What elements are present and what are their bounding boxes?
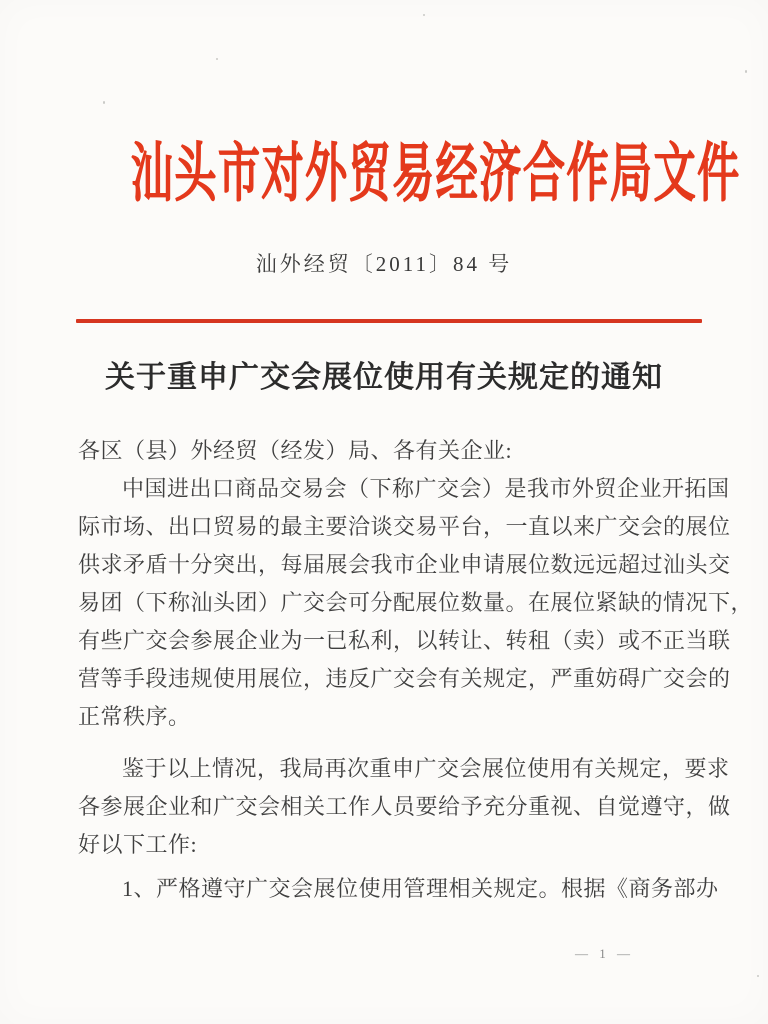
scan-speck <box>757 975 759 977</box>
body-line: 际市场、出口贸易的最主要洽谈交易平台，一直以来广交会的展位 <box>78 514 731 539</box>
body-line: 1、严格遵守广交会展位使用管理相关规定。根据《商务部办 <box>122 876 719 901</box>
page-number: — 1 — <box>575 946 634 961</box>
body-line: 中国进出口商品交易会（下称广交会）是我市外贸企业开拓国 <box>122 476 730 501</box>
scan-speck <box>103 101 105 104</box>
body-line: 供求矛盾十分突出，每届展会我市企业申请展位数远远超过汕头交 <box>78 552 731 577</box>
issuing-agency-header: 汕头市对外贸易经济合作局文件 <box>130 138 741 209</box>
document-subject-title: 关于重申广交会展位使用有关规定的通知 <box>105 361 663 394</box>
body-line: 鉴于以上情况，我局再次重申广交会展位使用有关规定，要求 <box>122 756 730 781</box>
scan-speck <box>423 14 425 16</box>
document-body <box>78 432 754 908</box>
red-divider-line <box>76 319 702 323</box>
body-line: 营等手段违规使用展位，违反广交会有关规定，严重妨碍广交会的 <box>78 666 731 691</box>
body-line: 好以下工作: <box>78 832 198 857</box>
body-line: 有些广交会参展企业为一已私利，以转让、转租（卖）或不正当联 <box>78 628 731 653</box>
salutation-line: 各区（县）外经贸（经发）局、各有关企业: <box>78 438 513 463</box>
body-line: 各参展企业和广交会相关工作人员要给予充分重视、自觉遵守，做 <box>78 794 731 819</box>
scan-speck <box>216 58 218 60</box>
scan-speck <box>745 70 747 73</box>
body-line: 正常秩序。 <box>78 704 191 729</box>
body-line: 易团（下称汕头团）广交会可分配展位数量。在展位紧缺的情况下， <box>78 590 754 615</box>
document-reference-number: 汕外经贸〔2011〕84 号 <box>255 252 513 276</box>
